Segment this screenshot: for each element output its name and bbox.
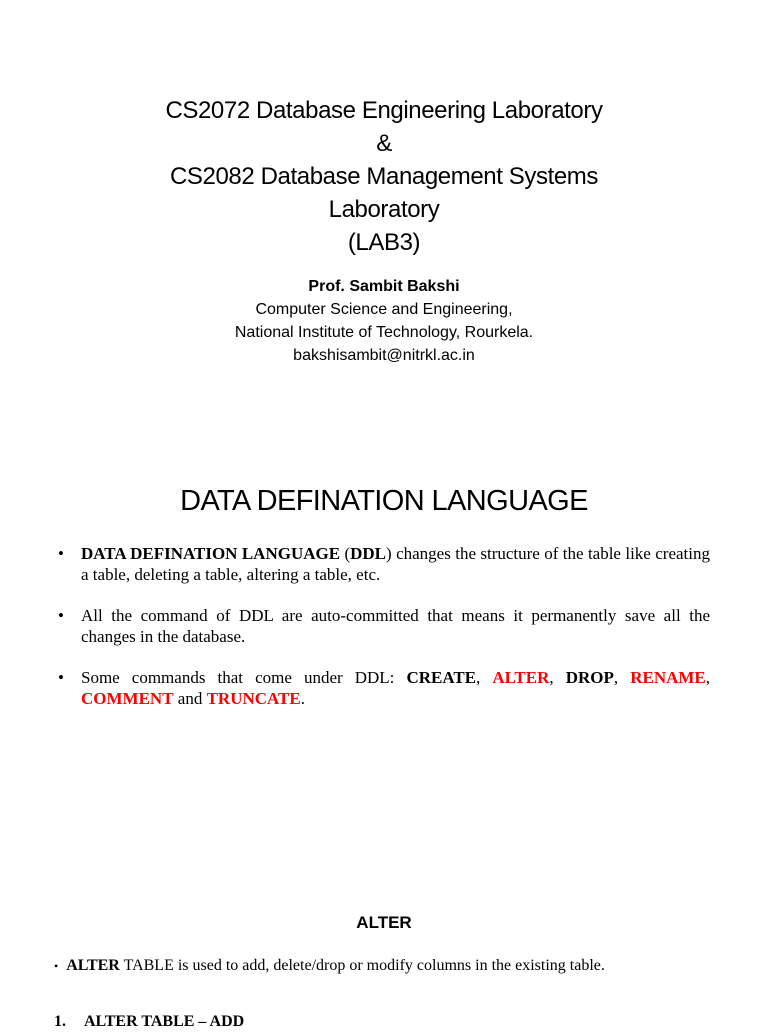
cmd-truncate: TRUNCATE bbox=[206, 689, 301, 708]
title-line-2: & bbox=[376, 130, 392, 157]
item-number: 1. bbox=[54, 1013, 66, 1030]
ddl-bullet-3-prefix: Some commands that come under DDL: bbox=[81, 668, 407, 687]
alter-bullet-text: TABLE is used to add, delete/drop or modify columns in the existing table. bbox=[119, 957, 605, 974]
alter-bullet bbox=[54, 955, 754, 977]
author-email: bakshisambit@nitrkl.ac.in bbox=[293, 347, 475, 364]
separator: , bbox=[476, 668, 493, 687]
bullet-icon: • bbox=[58, 606, 64, 625]
title-line-1: CS2072 Database Engineering Laboratory bbox=[165, 97, 603, 124]
alter-heading: ALTER bbox=[356, 913, 412, 932]
period: . bbox=[300, 689, 305, 708]
ddl-term: DATA DEFINATION LANGUAGE bbox=[81, 544, 341, 563]
item-text: ALTER TABLE – ADD bbox=[84, 1013, 245, 1030]
cmd-create: CREATE bbox=[406, 668, 477, 687]
ddl-close-paren: ) bbox=[386, 544, 392, 563]
separator: , bbox=[549, 668, 566, 687]
ddl-bullet-1 bbox=[58, 543, 710, 585]
ddl-bullet-1-text: changes the structure of the table like creating a table, deleting a table, altering a table, etc. bbox=[81, 544, 710, 584]
title-line-5: (LAB3) bbox=[347, 229, 421, 256]
cmd-alter: ALTER bbox=[492, 668, 550, 687]
ddl-bullet-3 bbox=[58, 667, 710, 709]
author-block bbox=[0, 275, 768, 367]
alter-keyword: ALTER bbox=[66, 957, 120, 974]
cmd-rename: RENAME bbox=[630, 668, 706, 687]
bullet-icon: • bbox=[54, 959, 59, 973]
ddl-bullet-2 bbox=[58, 605, 710, 647]
author-institute: National Institute of Technology, Rourkela. bbox=[234, 324, 534, 341]
bullet-icon: • bbox=[58, 668, 64, 687]
cmd-comment: COMMENT bbox=[81, 689, 174, 708]
title-line-3: CS2082 Database Management Systems bbox=[170, 163, 598, 190]
ddl-bullet-2-text: All the command of DDL are auto-committed that means it permanently save all the changes in the database. bbox=[81, 606, 710, 646]
ddl-open-paren: ( bbox=[340, 544, 351, 563]
ddl-bullet-list bbox=[58, 543, 710, 729]
author-name: Prof. Sambit Bakshi bbox=[308, 278, 460, 295]
bullet-icon: • bbox=[58, 544, 64, 563]
title-line-4: Laboratory bbox=[328, 196, 440, 223]
ddl-heading: DATA DEFINATION LANGUAGE bbox=[180, 485, 588, 517]
conjunction: and bbox=[173, 689, 207, 708]
title-block bbox=[0, 94, 768, 259]
cmd-drop: DROP bbox=[565, 668, 614, 687]
separator: , bbox=[705, 668, 711, 687]
author-department: Computer Science and Engineering, bbox=[255, 301, 513, 318]
alter-numbered-item bbox=[54, 1011, 754, 1032]
ddl-abbr: DDL bbox=[350, 544, 387, 563]
separator: , bbox=[613, 668, 631, 687]
